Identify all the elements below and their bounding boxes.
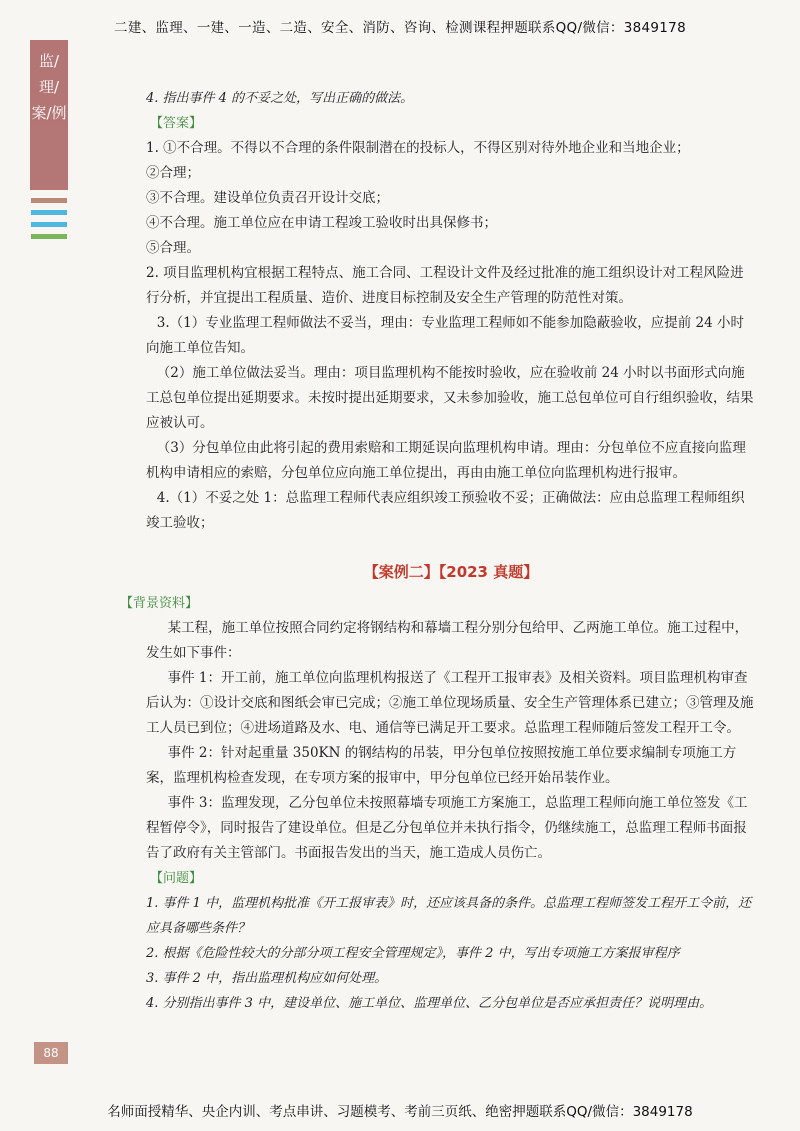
decorative-stripe	[31, 210, 67, 215]
background-label: 【背景资料】	[120, 596, 199, 611]
question-line: 3. 事件 2 中，指出监理机构应如何处理。	[146, 971, 388, 986]
background-paragraph: 事件 2：针对起重量 350KN 的钢结构的吊装，甲分包单位按照按施工单位要求编制专项施工方案，监理机构检查发现，在专项方案的报审中，甲分包单位已经开始吊装作业。	[146, 745, 737, 786]
background-paragraph: 某工程，施工单位按照合同约定将钢结构和幕墙工程分别分包给甲、乙两施工单位。施工过程中，发生如下事件：	[146, 620, 749, 661]
answer-line: （2）施工单位做法妥当。理由：项目监理机构不能按时验收，应在验收前 24 小时以书面形式向施工总包单位提出延期要求。未按时提出延期要求，又未参加验收，施工总包单位可自行组织验收，结果应被认可。	[146, 365, 754, 431]
answer-line: 3.（1）专业监理工程师做法不妥当，理由：专业监理工程师如不能参加隐蔽验收，应提前 24 小时向施工单位告知。	[146, 315, 745, 356]
question-line: 2. 根据《危险性较大的分部分项工程安全管理规定》，事件 2 中，写出专项施工方案报审程序	[146, 946, 680, 961]
page-footer: 名师面授精华、央企内训、考点串讲、习题模考、考前三页纸、绝密押题联系QQ/微信：3849178	[107, 1104, 693, 1120]
question-4-previous: 4. 指出事件 4 的不妥之处，写出正确的做法。	[146, 91, 414, 106]
answer-line: （3）分包单位由此将引起的费用索赔和工期延误向监理机构申请。理由：分包单位不应直接向监理机构申请相应的索赔，分包单位应向施工单位提出，再由由施工单位向监理机构进行报审。	[146, 440, 746, 481]
questions-label: 【问题】	[150, 871, 203, 886]
decorative-stripe	[31, 222, 67, 227]
background-paragraph: 事件 3：监理发现，乙分包单位未按照幕墙专项施工方案施工，总监理工程师向施工单位签发《工程暂停令》，同时报告了建设单位。但是乙分包单位并未执行指令，仍继续施工，总监理工程师书面报告了政府有关主管部门。书面报告发出的当天，施工造成人员伤亡。	[146, 795, 748, 861]
answer-line: ⑤合理。	[146, 240, 200, 256]
answer-label: 【答案】	[150, 116, 203, 131]
answer-line: ④不合理。施工单位应在申请工程竣工验收时出具保修书；	[146, 215, 497, 231]
question-line: 1. 事件 1 中，监理机构批准《开工报审表》时，还应该具备的条件。总监理工程师签发工程开工令前，还应具备哪些条件？	[146, 896, 752, 936]
decorative-stripe	[31, 234, 67, 239]
background-paragraph: 事件 1：开工前，施工单位向监理机构报送了《工程开工报审表》及相关资料。项目监理机构审查后认为：①设计交底和图纸会审已完成；②施工单位现场质量、安全生产管理体系已建立；③管理及施工人员已到位；④进场道路及水、电、通信等已满足开工要求。总监理工程师随后签发工程开工令。	[146, 670, 754, 736]
answer-line: ③不合理。建设单位负责召开设计交底；	[146, 190, 389, 206]
page-number: 88	[34, 1042, 68, 1064]
answer-line: 2. 项目监理机构宜根据工程特点、施工合同、工程设计文件及经过批准的施工组织设计对工程风险进行分析，并宜提出工程质量、造价、进度目标控制及安全生产管理的防范性对策。	[146, 265, 744, 306]
answer-line: 4.（1）不妥之处 1：总监理工程师代表应组织竣工预验收不妥；正确做法：应由总监理工程师组织竣工验收；	[146, 490, 745, 531]
question-line: 4. 分别指出事件 3 中，建设单位、施工单位、监理单位、乙分包单位是否应承担责任？说明理由。	[146, 996, 713, 1011]
answer-line: ②合理；	[146, 165, 200, 181]
page-header: 二建、监理、一建、一造、二造、安全、消防、咨询、检测课程押题联系QQ/微信：3849178	[114, 20, 686, 36]
case-title: 【案例二】【2023 真题】	[363, 563, 539, 581]
answer-line: 1. ①不合理。不得以不合理的条件限制潜在的投标人，不得区别对待外地企业和当地企业；	[146, 140, 690, 156]
page-content	[120, 86, 756, 1016]
decorative-stripe	[31, 198, 67, 203]
section-side-tab: 监/理/案/例	[30, 40, 68, 190]
